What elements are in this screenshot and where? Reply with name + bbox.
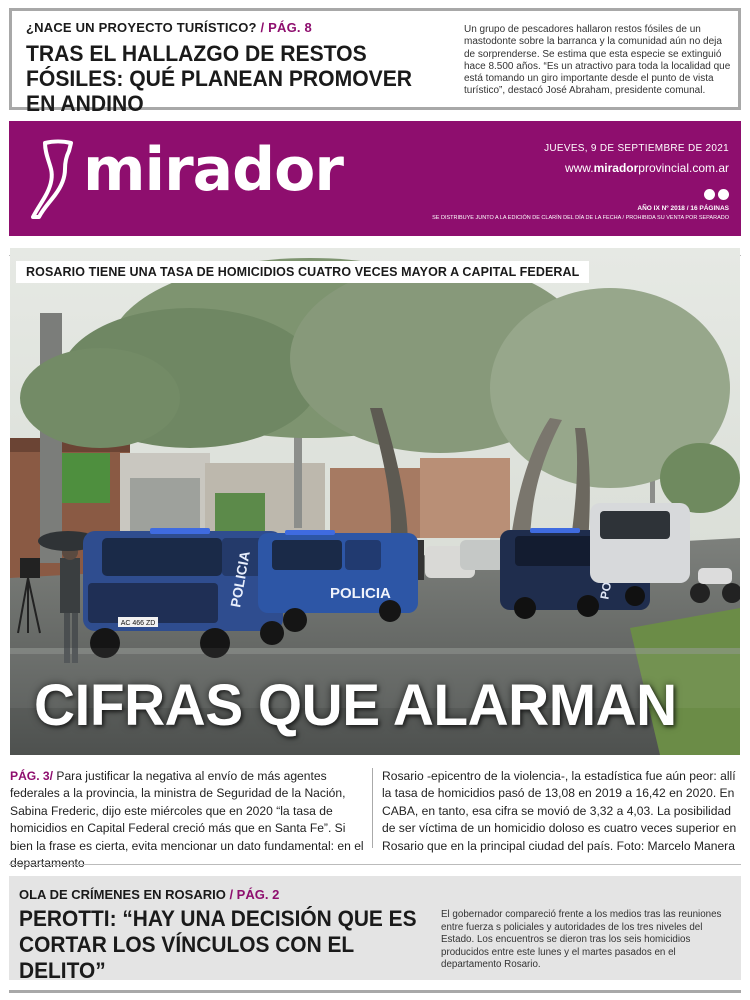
divider (9, 864, 741, 865)
top-teaser-kicker (26, 20, 312, 35)
masthead (9, 121, 741, 236)
kicker-text: OLA DE CRÍMENES EN ROSARIO (19, 887, 226, 902)
website-url[interactable]: www.miradorprovincial.com.ar (564, 161, 729, 175)
kicker-text: ¿NACE UN PROYECTO TURÍSTICO? (26, 20, 257, 35)
distribution-note: SE DISTRIBUYE JUNTO A LA EDICIÓN DE CLARÍN DEL DÍA DE LA FECHA / PROHIBIDA SU VENTA POR SEPARADO (432, 215, 729, 221)
page-reference[interactable]: / PÁG. 8 (260, 20, 312, 35)
bottom-teaser-headline[interactable]: PEROTTI: “HAY UNA DECISIÓN QUE ES CORTAR LOS VÍNCULOS CON EL DELITO” (19, 906, 417, 983)
svg-text:POLICIA: POLICIA (227, 549, 253, 609)
page-reference[interactable]: / PÁG. 2 (229, 887, 280, 902)
twitter-icon[interactable] (704, 189, 715, 200)
province-map-logo-icon (29, 139, 79, 219)
edition-info: AÑO IX Nº 2018 / 16 PÁGINAS (637, 205, 729, 212)
issue-date: JUEVES, 9 DE SEPTIEMBRE DE 2021 (544, 143, 729, 154)
main-headline[interactable]: CIFRAS QUE ALARMAN (34, 673, 677, 738)
bottom-teaser-summary: El gobernador compareció frente a los medios tras las reuniones entre fuerza s policiales y autoridades de los tres niveles del Estado. Los encuentros se dieron tras los seis homicidios producidos entre este lunes y el martes pasados en el departamento Rosario. (441, 909, 722, 971)
social-icons (704, 189, 729, 200)
bottom-border (9, 990, 741, 993)
bottom-teaser-kicker (19, 887, 279, 902)
main-story-text-1: Para justificar la negativa al envío de más agentes federales a la provincia, la ministra de Seguridad de la Nación, Sabina Frederic, dijo este miércoles que en 2020 “la tasa de homicidios en Capital Federal creció más que en Santa Fe”. Si bien la frase es cierta, evita mencionar un dato fundamental: en el (10, 769, 364, 853)
svg-text:AC 466 ZD: AC 466 ZD (120, 620, 156, 627)
main-story-column-2: Rosario -epicentro de la violencia-, la estadística fue aún peor: allí la tasa de homicidios pasó de 13,08 en 2019 a 16,42 en 2020. En CABA, en tanto, esa cifra se movió de 3,32 a 4,03. La posibilidad de ser víctima de un homicidio doloso es cuatro veces superior en Rosario que en la principal ciudad del país. Foto: Marcelo Manera (382, 769, 737, 853)
column-divider (372, 768, 373, 848)
top-teaser-summary: Un grupo de pescadores hallaron restos fósiles de un mastodonte sobre la barranca y la comunidad aún no deja de sorprenderse. Se estima que esta especie se extinguió hace 8.500 años. “Es un atractivo para toda la localidad que está tomando un giro importante desde el punto de vista turístico”, destacó José Abraham, presidente comunal. (464, 24, 731, 97)
top-teaser-headline[interactable]: TRAS EL HALLAZGO DE RESTOS FÓSILES: QUÉ PLANEAN PROMOVER EN ANDINO (26, 41, 413, 116)
main-story-column-1 (10, 768, 366, 872)
main-photo[interactable] (10, 248, 740, 755)
bottom-teaser[interactable] (9, 876, 741, 983)
top-teaser[interactable] (9, 8, 741, 116)
masthead-logo[interactable]: mirador (83, 135, 343, 205)
page-reference[interactable]: PÁG. 3/ (10, 769, 54, 783)
photo-label: ROSARIO TIENE UNA TASA DE HOMICIDIOS CUATRO VECES MAYOR A CAPITAL FEDERAL (16, 261, 589, 283)
svg-text:POLICIA: POLICIA (330, 585, 391, 602)
facebook-icon[interactable] (718, 189, 729, 200)
